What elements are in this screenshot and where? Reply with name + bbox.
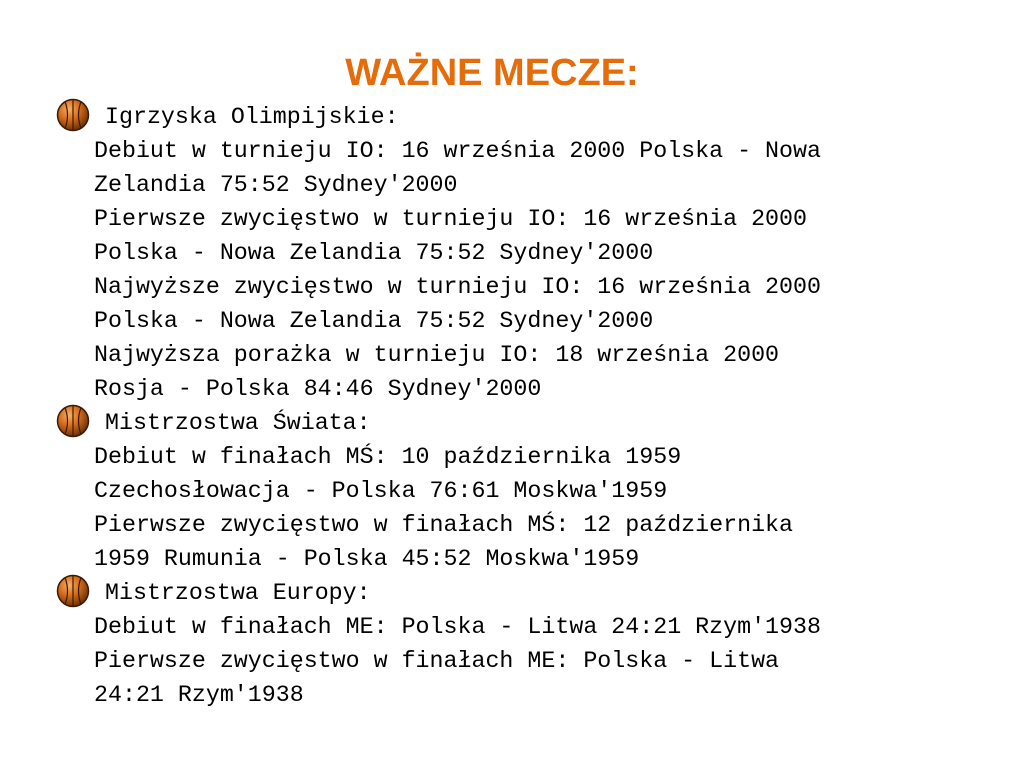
text-line: 1959 Rumunia - Polska 45:52 Moskwa'1959 xyxy=(94,546,640,572)
basketball-bullet-icon xyxy=(56,98,90,132)
basketball-bullet-icon xyxy=(56,574,90,608)
page-title: WAŻNE MECZE: xyxy=(345,52,639,94)
section-olympics xyxy=(56,100,996,406)
text-line: Polska - Nowa Zelandia 75:52 Sydney'2000 xyxy=(94,240,654,266)
text-line: Debiut w turnieju IO: 16 września 2000 Polska - Nowa xyxy=(94,138,821,164)
text-line: Debiut w finałach ME: Polska - Litwa 24:21 Rzym'1938 xyxy=(94,614,821,640)
section-heading-text: Mistrzostwa Europy: xyxy=(105,580,371,606)
section-european-championships xyxy=(56,576,996,712)
text-line: Czechosłowacja - Polska 76:61 Moskwa'1959 xyxy=(94,478,668,504)
text-line: Rosja - Polska 84:46 Sydney'2000 xyxy=(94,376,542,402)
section-heading-text: Igrzyska Olimpijskie: xyxy=(105,104,399,130)
text-line: Polska - Nowa Zelandia 75:52 Sydney'2000 xyxy=(94,308,654,334)
text-line: Debiut w finałach MŚ: 10 października 1959 xyxy=(94,444,682,470)
text-line: Pierwsze zwycięstwo w finałach MŚ: 12 października xyxy=(94,512,794,538)
content-body xyxy=(56,100,996,712)
text-line: Najwyższe zwycięstwo w turnieju IO: 16 września 2000 xyxy=(94,274,821,300)
text-line: Pierwsze zwycięstwo w finałach ME: Polska - Litwa xyxy=(94,648,780,674)
section-world-championships xyxy=(56,406,996,576)
text-line: Pierwsze zwycięstwo w turnieju IO: 16 września 2000 xyxy=(94,206,808,232)
section-heading xyxy=(56,100,996,134)
basketball-bullet-icon xyxy=(56,404,90,438)
section-heading-text: Mistrzostwa Świata: xyxy=(105,410,371,436)
section-heading xyxy=(56,576,996,610)
text-line: Zelandia 75:52 Sydney'2000 xyxy=(94,172,458,198)
text-line: Najwyższa porażka w turnieju IO: 18 września 2000 xyxy=(94,342,780,368)
section-heading xyxy=(56,406,996,440)
text-line: 24:21 Rzym'1938 xyxy=(94,682,304,708)
